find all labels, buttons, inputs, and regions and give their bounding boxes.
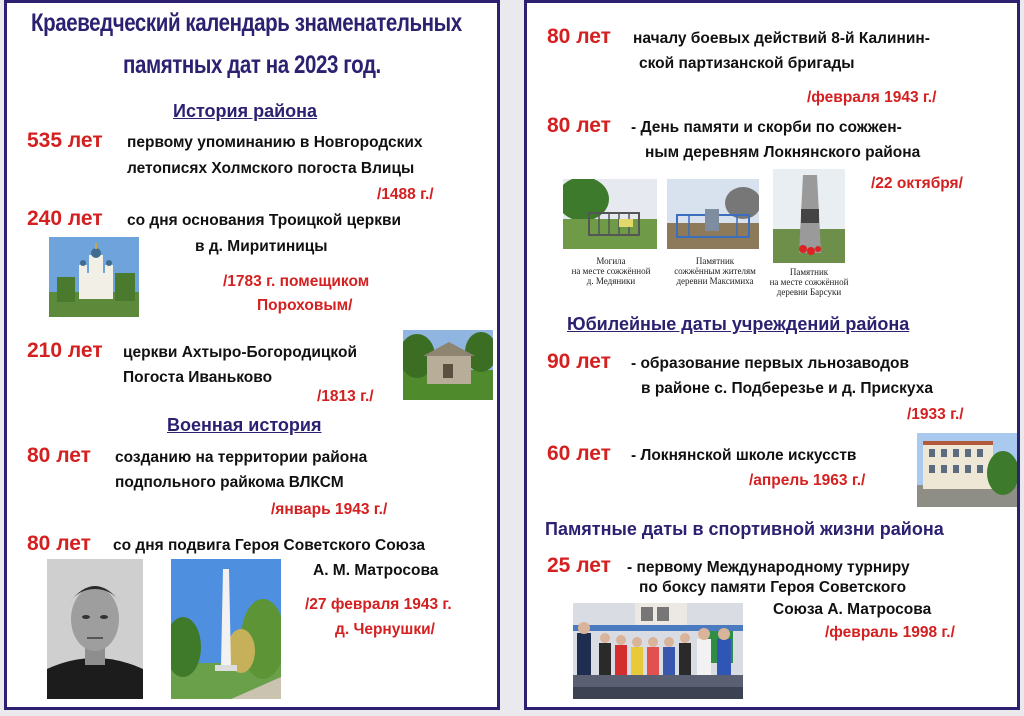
matrosov-portrait: [47, 559, 143, 699]
event-80-memory-line2: ным деревням Локнянского района: [645, 144, 921, 161]
event-240-date1: /1783 г. помещиком: [223, 273, 370, 290]
boxing-team-photo: [573, 603, 743, 699]
event-210-line2: Погоста Иваньково: [123, 369, 273, 386]
church-photo: [49, 237, 139, 317]
years-25: 25 лет: [547, 554, 611, 577]
years-60: 60 лет: [547, 442, 611, 465]
event-25-line2: по боксу памяти Героя Советского: [639, 579, 907, 596]
event-90-line2: в районе с. Подберезье и д. Прискуха: [641, 380, 933, 397]
event-80-memory-date: /22 октября/: [871, 175, 963, 192]
art-school-photo: [917, 433, 1017, 507]
event-80-matrosov-line1: со дня подвига Героя Советского Союза: [113, 537, 426, 554]
event-240-line2: в д. Миритиницы: [195, 238, 328, 255]
event-535-date: /1488 г./: [377, 186, 434, 203]
section-institution-jubilees: Юбилейные даты учреждений района: [567, 314, 910, 334]
event-60-line1: - Локнянской школе искусств: [631, 447, 857, 464]
event-25-date: /февраль 1998 г./: [825, 624, 955, 641]
event-80-matrosov-date2: д. Чернушки/: [335, 621, 435, 638]
years-210: 210 лет: [27, 339, 103, 362]
event-240-date2: Пороховым/: [257, 297, 353, 314]
years-240: 240 лет: [27, 207, 103, 230]
years-80-memory: 80 лет: [547, 114, 611, 137]
caption-maksimikha-3: деревни Максимиха: [676, 276, 754, 286]
section-military-history: Военная история: [167, 415, 322, 435]
left-panel: [4, 0, 500, 710]
event-80-matrosov-line2: А. М. Матросова: [313, 562, 439, 579]
caption-medyaniki-1: Могила: [596, 256, 626, 266]
caption-barsuki-2: на месте сожжённой: [769, 277, 849, 287]
event-80-komsomol-line2: подпольного райкома ВЛКСМ: [115, 474, 344, 491]
event-80-komsomol-line1: созданию на территории района: [115, 449, 368, 466]
event-210-date: /1813 г./: [317, 388, 374, 405]
caption-barsuki-1: Памятник: [789, 267, 829, 277]
event-80-komsomol-date: /январь 1943 г./: [271, 501, 388, 518]
grave-medyaniki-photo: [563, 179, 657, 249]
caption-barsuki: [757, 267, 861, 297]
event-240-line1: со дня основания Троицкой церкви: [127, 212, 402, 229]
church-ruin-photo: [403, 330, 493, 400]
years-80-brigade: 80 лет: [547, 25, 611, 48]
caption-maksimikha: [663, 256, 767, 286]
page-title-line2: памятных дат на 2023 год.: [123, 51, 381, 79]
monument-barsuki-photo: [773, 169, 845, 263]
monument-maksimikha-photo: [667, 179, 759, 249]
right-panel: [524, 0, 1020, 710]
event-80-matrosov-date1: /27 февраля 1943 г.: [305, 596, 452, 613]
event-80-brigade-line2: ской партизанской бригады: [639, 55, 855, 72]
caption-medyaniki-3: д. Медяники: [586, 276, 636, 286]
event-60-date: /апрель 1963 г./: [749, 472, 866, 489]
event-90-line1: - образование первых льнозаводов: [631, 355, 910, 372]
caption-barsuki-3: деревни Барсуки: [776, 287, 842, 297]
event-80-brigade-date: /февраля 1943 г./: [807, 89, 937, 106]
caption-medyaniki-2: на месте сожжённой: [571, 266, 651, 276]
years-90: 90 лет: [547, 350, 611, 373]
years-80-matrosov: 80 лет: [27, 532, 91, 555]
event-210-line1: церкви Ахтыро-Богородицкой: [123, 344, 357, 361]
event-80-brigade-line1: началу боевых действий 8-й Калинин-: [633, 30, 930, 47]
obelisk-photo: [171, 559, 281, 699]
section-district-history: История района: [173, 101, 318, 121]
section-sport-dates: Памятные даты в спортивной жизни района: [545, 519, 944, 539]
years-80-komsomol: 80 лет: [27, 444, 91, 467]
caption-maksimikha-1: Памятник: [695, 256, 735, 266]
event-25-line3: Союза А. Матросова: [773, 601, 932, 618]
years-535: 535 лет: [27, 129, 103, 152]
page-title-line1: Краеведческий календарь знаменательных: [31, 9, 462, 37]
event-80-memory-line1: - День памяти и скорби по сожжен-: [631, 119, 902, 136]
event-535-line2: летописях Холмского погоста Влицы: [127, 160, 415, 177]
event-90-date: /1933 г./: [907, 406, 964, 423]
caption-medyaniki: [557, 256, 665, 286]
event-535-line1: первому упоминанию в Новгородских: [127, 134, 423, 151]
caption-maksimikha-2: сожжённым жителям: [674, 266, 756, 276]
event-25-line1: - первому Международному турниру: [627, 559, 910, 576]
